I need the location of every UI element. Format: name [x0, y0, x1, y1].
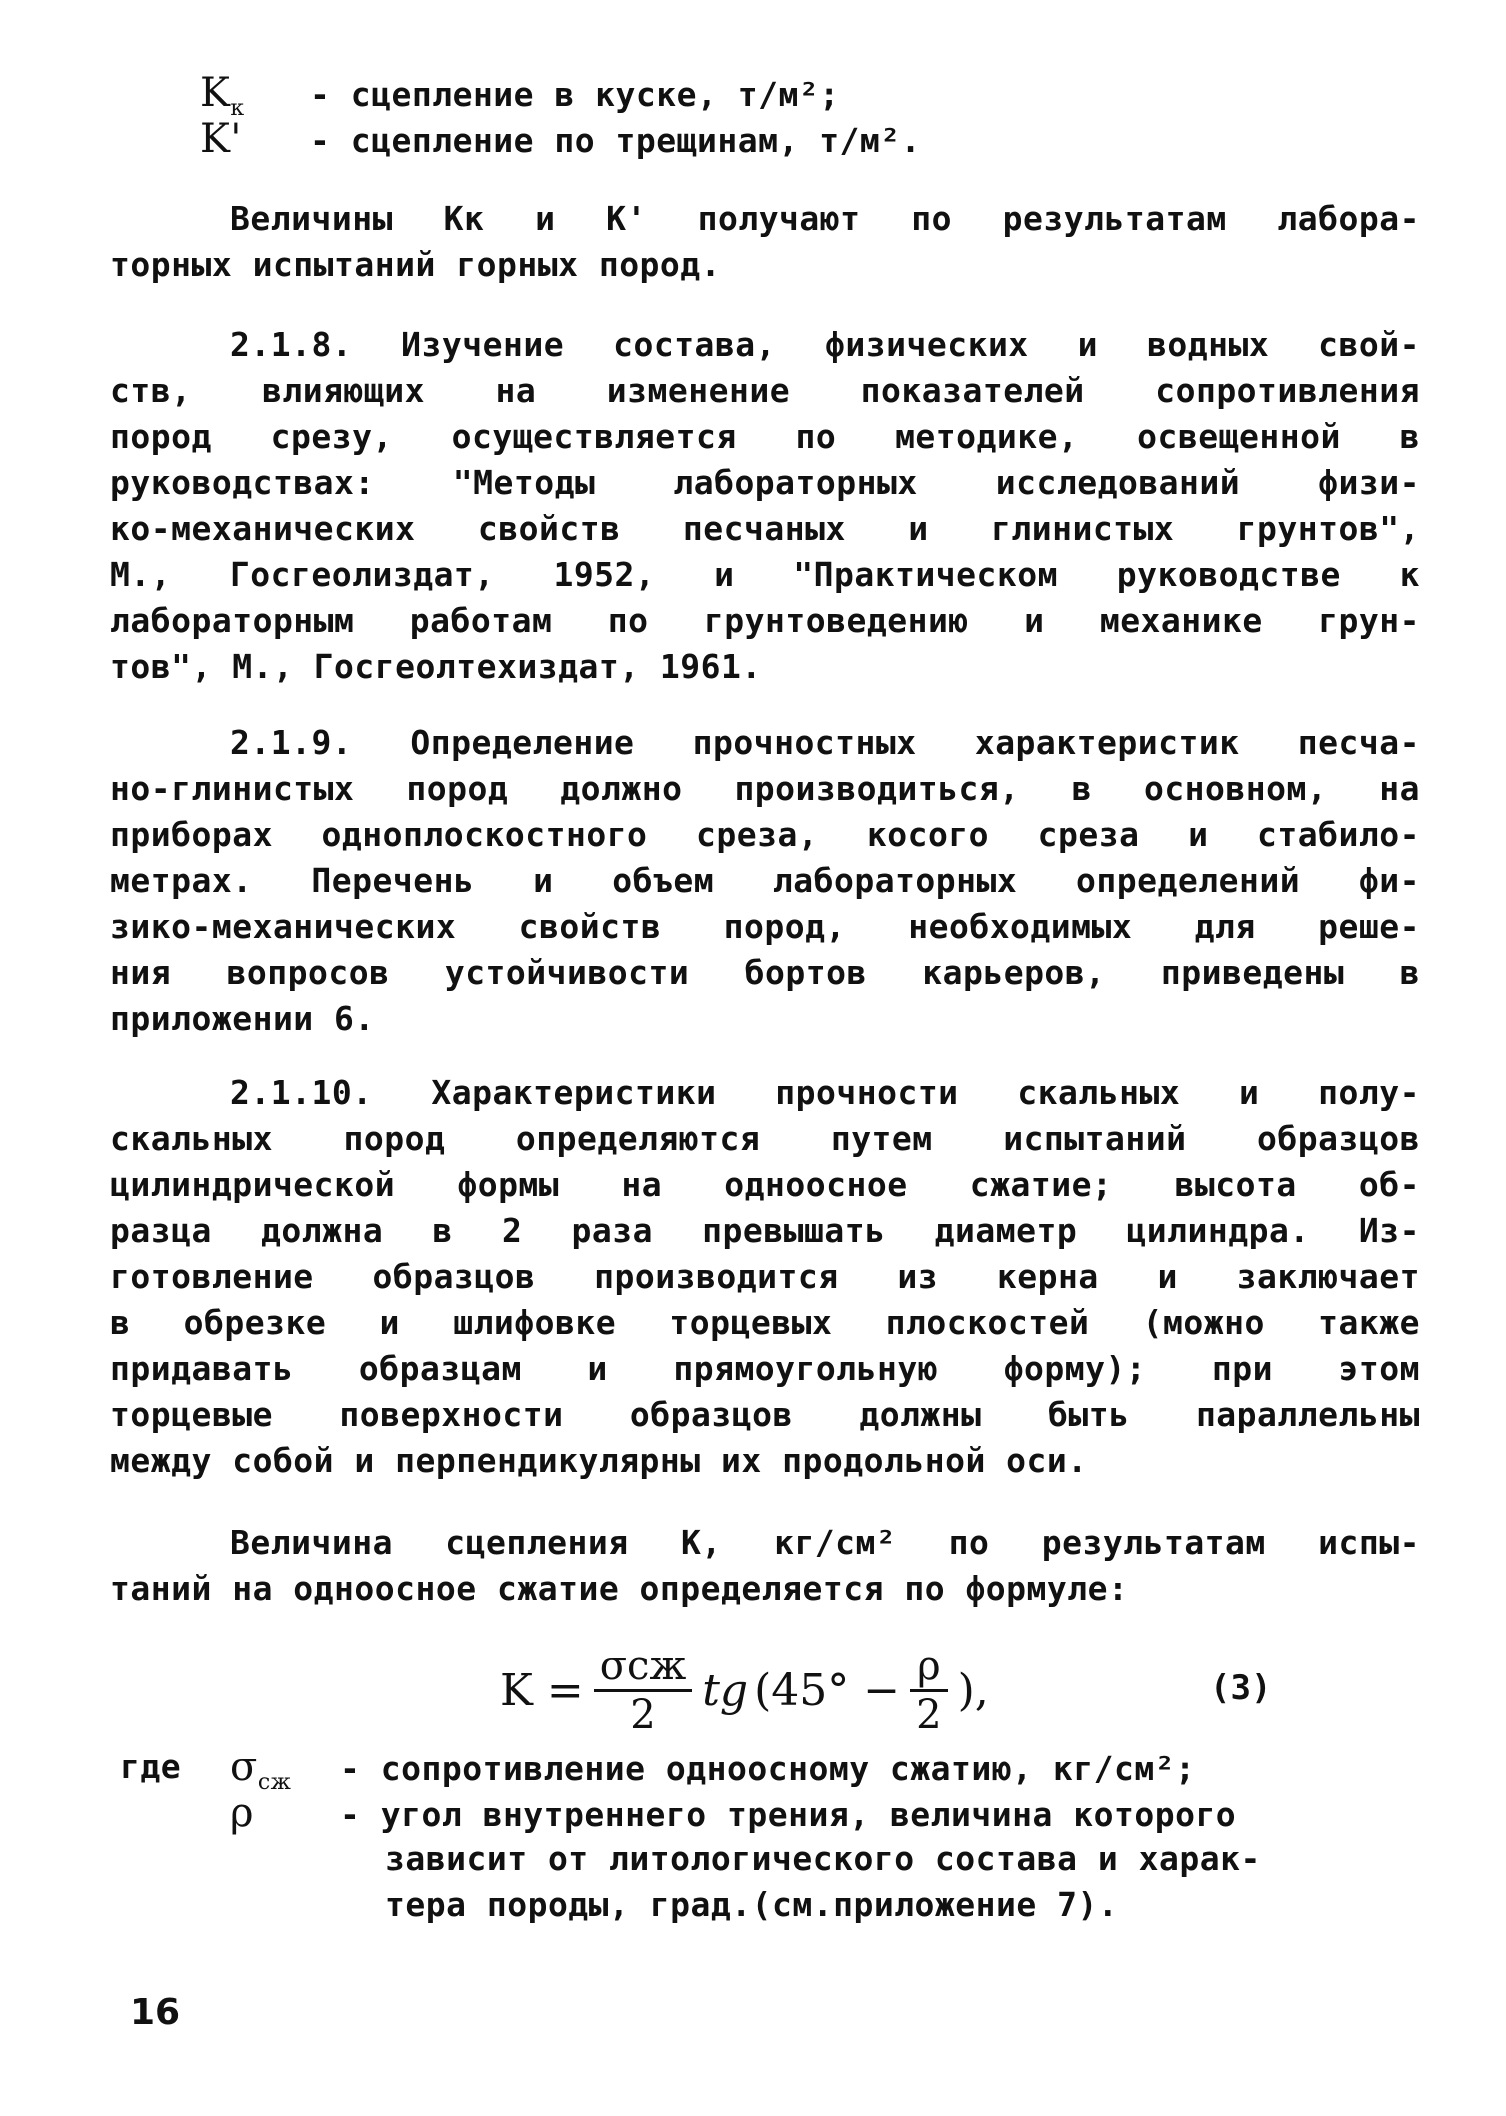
definition-text: - сцепление в куске, т/м²; [310, 75, 840, 114]
definition-row [200, 116, 921, 162]
page-number: 16 [130, 1992, 181, 2033]
text-line: ко-механических свойств песчаных и глинистых грунтов", [110, 509, 1420, 548]
formula-paren-close: ), [957, 1664, 989, 1716]
text-line: 2.1.10. Характеристики прочности скальных и полу- [230, 1073, 1420, 1112]
formula-paren-open: (45° − [754, 1664, 901, 1716]
paragraph-2-1-8 [110, 322, 1420, 690]
text-line: зико-механических свойств пород, необходимых для реше- [110, 907, 1420, 946]
text-line: Величины Kк и K' получают по результатам лабора- [230, 199, 1420, 238]
text-line: скальных пород определяются путем испытаний образцов [110, 1119, 1420, 1158]
text-line: готовление образцов производится из керна и заключает [110, 1257, 1420, 1296]
text-line: приборах одноплоскостного среза, косого среза и стабило- [110, 815, 1420, 854]
formula-lhs: K = [500, 1664, 584, 1716]
where-symbol: $\sigma_{сж}$ [230, 1744, 292, 1795]
paragraph-values [110, 196, 1420, 288]
where-text: тера породы, град.(см.приложение 7). [385, 1885, 1119, 1924]
text-line: в обрезке и шлифовке торцевых плоскостей (можно также [110, 1303, 1420, 1342]
where-symbol: ρ [230, 1790, 255, 1836]
where-item [230, 1790, 1261, 1836]
paragraph-2-1-10 [110, 1070, 1420, 1484]
text-line: лабораторным работам по грунтоведению и механике грун- [110, 601, 1420, 640]
where-list [230, 1744, 1261, 1928]
definition-symbol: K' [200, 116, 242, 162]
text-line: но-глинистых пород должно производиться, в основном, на [110, 769, 1420, 808]
where-label: где [120, 1747, 182, 1786]
formula-fraction [594, 1643, 693, 1738]
text-line: торцевые поверхности образцов должны быть параллельны [110, 1395, 1420, 1434]
where-text-continuation [230, 1882, 1261, 1928]
formula-function: tg [702, 1664, 749, 1716]
paragraph-formula-intro [110, 1520, 1420, 1612]
formula-inner-numerator: ρ [917, 1642, 941, 1689]
text-line: приложении 6. [110, 999, 375, 1038]
where-text: зависит от литологического состава и харак- [385, 1839, 1261, 1878]
formula-inner-fraction [910, 1643, 947, 1738]
paragraph-2-1-9 [110, 720, 1420, 1042]
text-line: тов", М., Госгеолтехиздат, 1961. [110, 647, 762, 686]
text-line: 2.1.8. Изучение состава, физических и водных свой- [230, 325, 1420, 364]
text-line: 2.1.9. Определение прочностных характеристик песча- [230, 723, 1420, 762]
definition-symbol: $K_к$ [200, 70, 245, 121]
formula-3 [500, 1635, 989, 1745]
definition-text: - сцепление по трещинам, т/м². [310, 121, 922, 160]
formula-denominator: 2 [630, 1691, 656, 1738]
equation-number: (3) [1210, 1668, 1272, 1708]
text-line: таний на одноосное сжатие определяется по формуле: [110, 1569, 1129, 1608]
text-line: ния вопросов устойчивости бортов карьеров, приведены в [110, 953, 1420, 992]
text-line: разца должна в 2 раза превышать диаметр цилиндра. Из- [110, 1211, 1420, 1250]
text-line: Величина сцепления K, кг/см² по результатам испы- [230, 1523, 1420, 1562]
text-line: между собой и перпендикулярны их продольной оси. [110, 1441, 1088, 1480]
text-line: пород срезу, осуществляется по методике, освещенной в [110, 417, 1420, 456]
text-line: цилиндрической формы на одноосное сжатие; высота об- [110, 1165, 1420, 1204]
text-line: торных испытаний горных пород. [110, 245, 722, 284]
definition-row [200, 70, 921, 121]
where-text: - сопротивление одноосному сжатию, кг/см²; [340, 1749, 1196, 1788]
text-line: метрах. Перечень и объем лабораторных определений фи- [110, 861, 1420, 900]
text-line: придавать образцам и прямоугольную форму); при этом [110, 1349, 1420, 1388]
text-line: ств, влияющих на изменение показателей сопротивления [110, 371, 1420, 410]
formula-inner-denominator: 2 [916, 1691, 942, 1738]
definitions-block [200, 70, 921, 162]
formula-numerator: σсж [599, 1642, 687, 1689]
text-line: руководствах: "Методы лабораторных исследований физи- [110, 463, 1420, 502]
where-text: - угол внутреннего трения, величина которого [340, 1795, 1237, 1834]
where-item [230, 1744, 1261, 1795]
where-text-continuation [230, 1836, 1261, 1882]
text-line: М., Госгеолиздат, 1952, и "Практическом руководстве к [110, 555, 1420, 594]
